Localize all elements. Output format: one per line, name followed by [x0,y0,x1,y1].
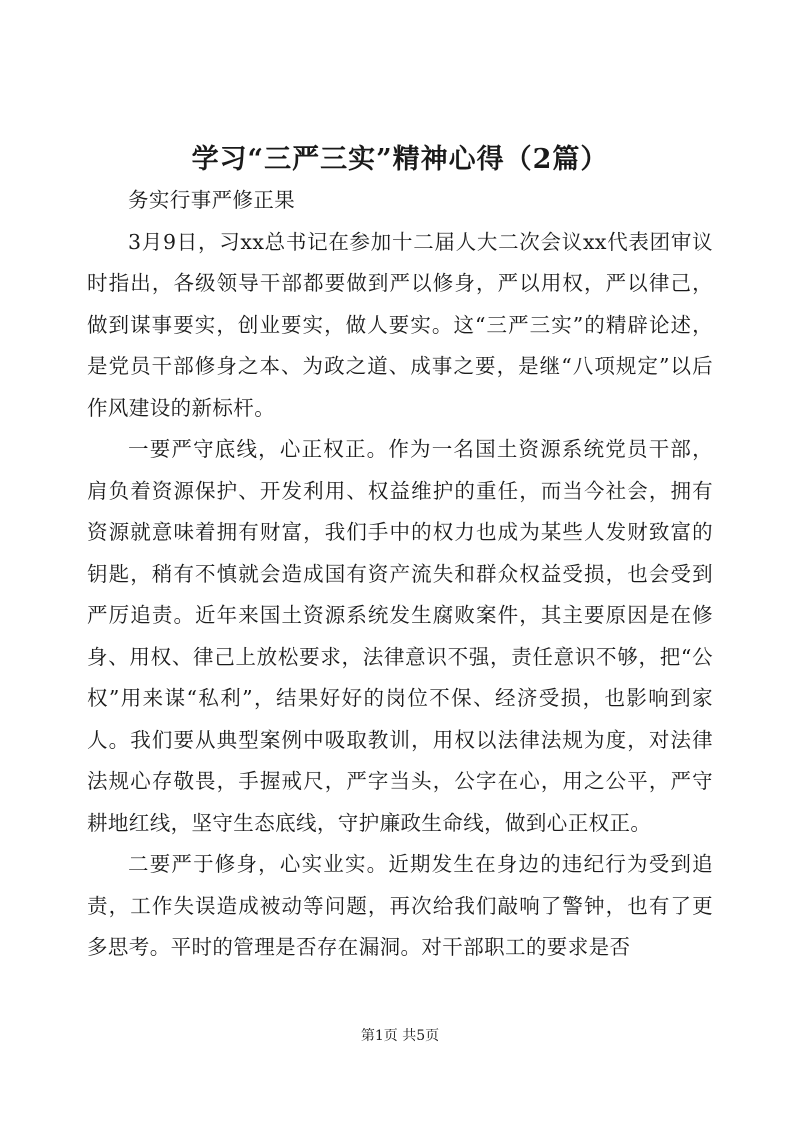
document-body [87,180,713,969]
page-footer: 第1页 共5页 [360,1028,440,1044]
subtitle-paragraph: 务实行事严修正果 [128,188,296,212]
document-title: 学习“三严三实”精神心得（2篇） [191,144,609,175]
body-paragraph-1: 3月9日，习xx总书记在参加十二届人大二次会议xx代表团审议时指出，各级领导干部都要做到严以修身，严以用权，严以律己，做到谋事要实，创业要实，做人要实。这“三严三实”的精辟论述，是党员干部修身之本、为政之道、成事之要，是继“八项规定”以后作风建设的新标杆。 [87,229,713,420]
body-paragraph-3: 二要严于修身，心实业实。近期发生在身边的违纪行为受到追责，工作失误造成被动等问题，再次给我们敲响了警钟，也有了更多思考。平时的管理是否存在漏洞。对干部职工的要求是否 [87,852,713,959]
body-paragraph-2: 一要严守底线，心正权正。作为一名国土资源系统党员干部，肩负着资源保护、开发利用、权益维护的重任，而当今社会，拥有资源就意味着拥有财富，我们手中的权力也成为某些人发财致富的钥匙，稍有不慎就会造成国有资产流失和群众权益受损，也会受到严厉追责。近年来国土资源系统发生腐败案件，其主要原因是在修身、用权、律己上放松要求，法律意识不强，责任意识不够，把“公权”用来谋“私利”，结果好好的岗位不保、经济受损，也影响到家人。我们要从典型案例中吸取教训，用权以法律法规为度，对法律法规心存敬畏，手握戒尺，严字当头，公字在心，用之公平，严守耕地红线，坚守生态底线，守护廉政生命线，做到心正权正。 [87,437,713,835]
